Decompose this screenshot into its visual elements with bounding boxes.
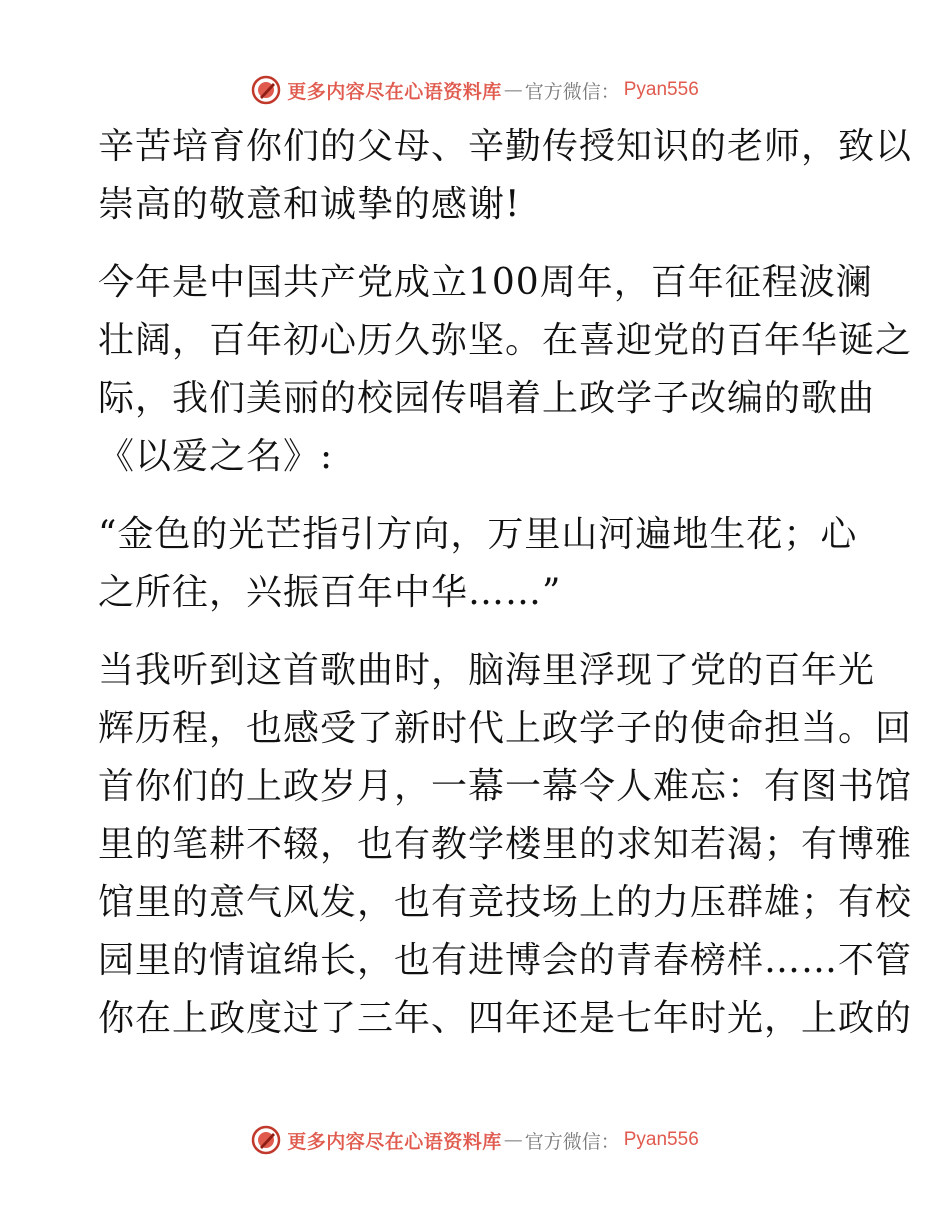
paragraph [98,254,913,486]
watermark-separator: — [503,79,523,101]
watermark-text: 更多内容尽在心语资料库 [287,80,502,103]
pen-logo-icon [251,1125,281,1155]
text-line: 首你们的上政岁月，一幕一幕令人难忘：有图书馆 [98,766,913,807]
text-line: 崇高的敬意和诚挚的感谢! [98,184,521,225]
text-line: 际，我们美丽的校园传唱着上政学子改编的歌曲 [98,378,876,419]
text-line: 你在上政度过了三年、四年还是七年时光，上政的 [98,998,913,1039]
pen-logo-icon [251,75,281,105]
watermark-wechat-label: 官方微信： [524,80,620,103]
paragraph [98,642,913,1048]
paragraph [98,118,913,234]
text-line: “金色的光芒指引方向，万里山河遍地生花；心 [98,514,858,555]
document-body [98,118,913,1048]
footer-watermark [0,1120,950,1160]
text-line: 里的笔耕不辍，也有教学楼里的求知若渴；有博雅 [98,824,913,865]
watermark-wechat-label: 官方微信： [524,1130,620,1153]
text-line: 辉历程，也感受了新时代上政学子的使命担当。回 [98,708,913,749]
text-line: 壮阔，百年初心历久弥坚。在喜迎党的百年华诞之 [98,320,913,361]
text-line: 园里的情谊绵长，也有进博会的青春榜样……不管 [98,940,913,981]
watermark-wechat-id: Pyan556 [623,1129,699,1150]
text-line: 当我听到这首歌曲时，脑海里浮现了党的百年光 [98,650,876,691]
paragraph [98,506,858,622]
text-line: 辛苦培育你们的父母、辛勤传授知识的老师，致以 [98,126,913,167]
text-line: 今年是中国共产党成立100周年，百年征程波澜 [98,262,873,303]
text-line: 馆里的意气风发，也有竞技场上的力压群雄；有校 [98,882,913,923]
text-line: 《以爱之名》: [98,436,334,477]
watermark-wechat-id: Pyan556 [623,79,699,100]
text-line: 之所往，兴振百年中华……” [98,572,562,613]
watermark-text: 更多内容尽在心语资料库 [287,1130,502,1153]
watermark-separator: — [503,1129,523,1151]
header-watermark [0,70,950,110]
